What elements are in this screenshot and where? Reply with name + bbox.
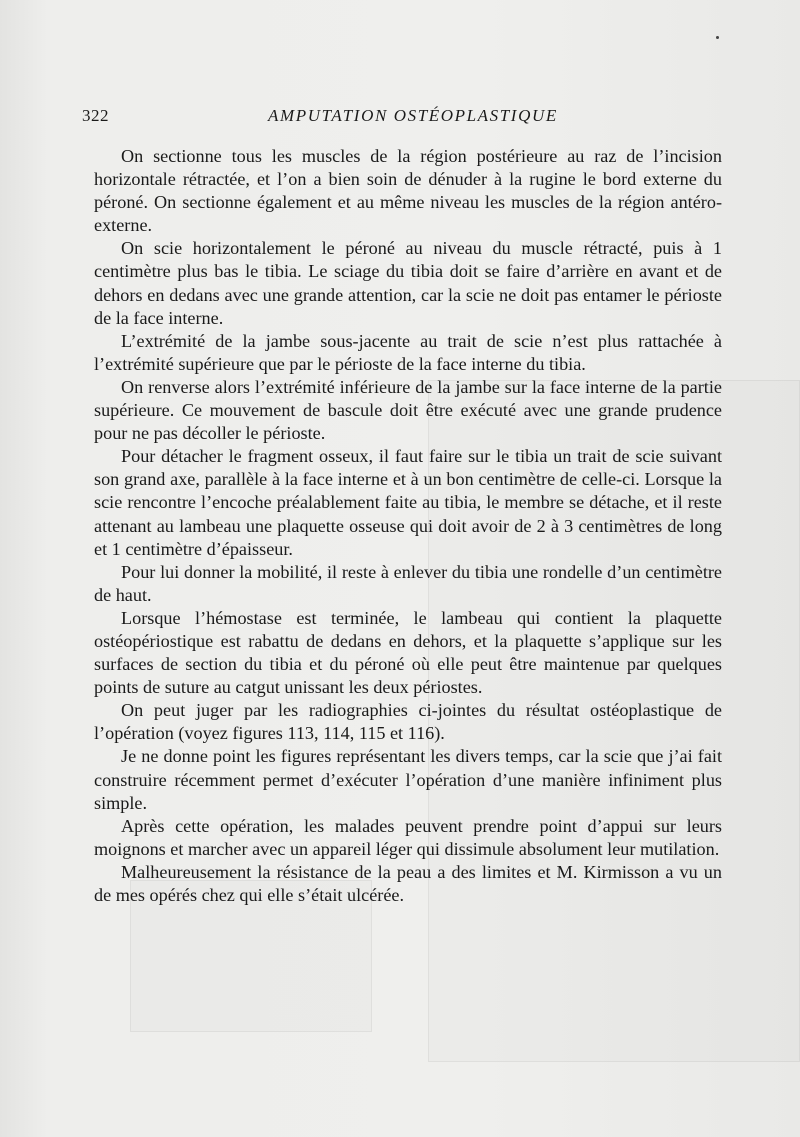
running-title: AMPUTATION OSTÉOPLASTIQUE: [268, 106, 558, 125]
paragraph: Lorsque l’hémostase est terminée, le lambeau qui contient la plaquette ostéopériostique est rabattu de dedans en dehors, et la plaquette s’applique sur les surfaces de section du tibia et du péroné où elle peut être maintenue par quelques points de suture au catgut unissant les deux périostes.: [94, 607, 722, 698]
paragraph: Je ne donne point les figures représentant les divers temps, car la scie que j’ai fait construire récemment permet d’exécuter l’opération d’une manière infiniment plus simple.: [94, 746, 722, 813]
paragraph: On renverse alors l’extrémité inférieure de la jambe sur la face interne de la partie supérieure. Ce mouvement de bascule doit être exécuté avec une grande prudence pour ne pas décoller le périoste.: [94, 376, 722, 444]
paragraph: On scie horizontalement le péroné au niveau du muscle rétracté, puis à 1 centimètre plus bas le tibia. Le sciage du tibia doit se faire d’arrière en avant et de dehors en dedans avec une grande attention, car la scie ne doit pas entamer le périoste de la face interne.: [94, 238, 722, 328]
body-text: [94, 145, 722, 907]
paragraph: Pour lui donner la mobilité, il reste à enlever du tibia une rondelle d’un centimètre de haut.: [94, 561, 722, 605]
paragraph: L’extrémité de la jambe sous-jacente au trait de scie n’est plus rattachée à l’extrémité supérieure que par le périoste de la face interne du tibia.: [94, 330, 722, 374]
paragraph: Malheureusement la résistance de la peau a des limites et M. Kirmisson a vu un de mes opérés chez qui elle s’était ulcérée.: [94, 861, 722, 905]
paragraph: On sectionne tous les muscles de la région postérieure au raz de l’incision horizontale rétractée, et l’on a bien soin de dénuder à la rugine le bord externe du péroné. On sectionne également et au même niveau les muscles de la région antéro-externe.: [94, 146, 722, 236]
page-header: [82, 106, 722, 130]
paragraph: Pour détacher le fragment osseux, il faut faire sur le tibia un trait de scie suivant son grand axe, parallèle à la face interne et à un bon centimètre de celle-ci. Lorsque la scie rencontre l’encoche préalablement faite au tibia, le membre se détache, et il reste attenant au lambeau une plaquette osseuse qui doit avoir de 2 à 3 centimètres de long et 1 centimètre d’épaisseur.: [94, 446, 722, 559]
paragraph: On peut juger par les radiographies ci-jointes du résultat ostéoplastique de l’opération (voyez figures 113, 114, 115 et 116).: [94, 700, 722, 744]
paper-speck: [716, 36, 719, 39]
page-number: 322: [82, 106, 109, 125]
paragraph: Après cette opération, les malades peuvent prendre point d’appui sur leurs moignons et marcher avec un appareil léger qui dissimule absolument leur mutilation.: [94, 815, 722, 859]
